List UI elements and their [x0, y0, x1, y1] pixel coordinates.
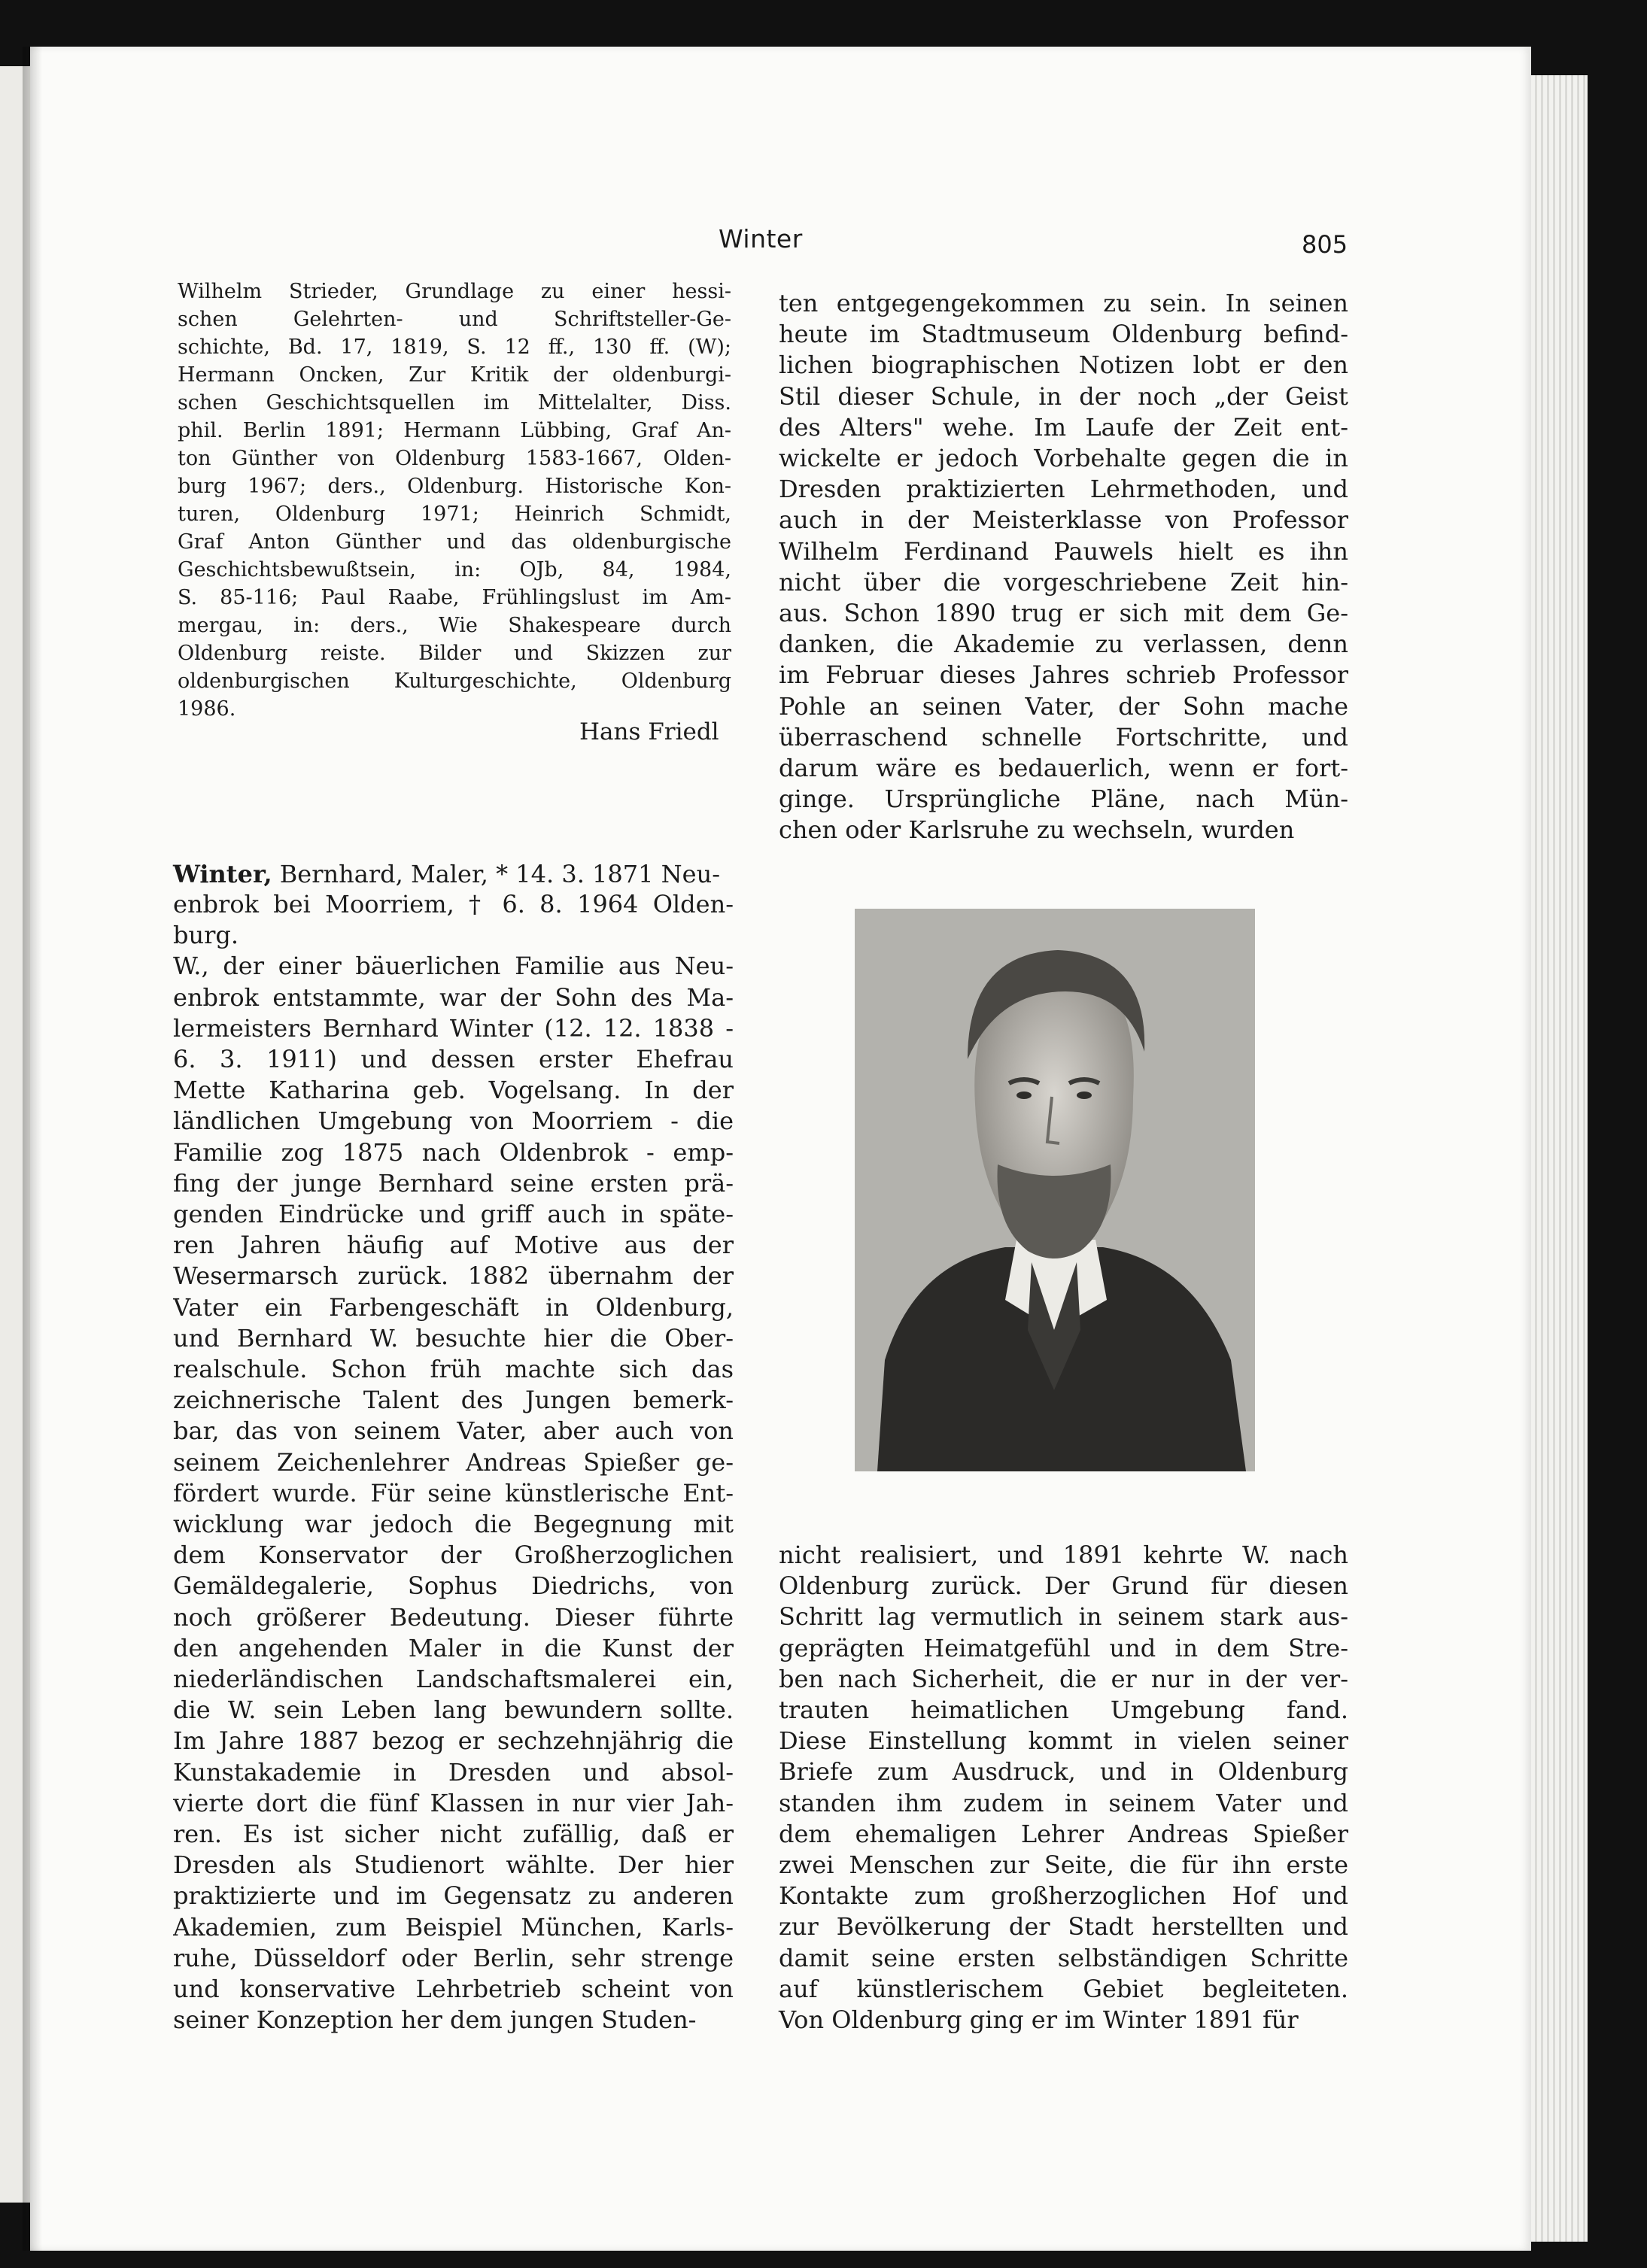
text-line: Wilhelm Strieder, Grundlage zu einer hessi-: [178, 280, 731, 303]
text-line: lichen biographischen Notizen lobt er den: [779, 351, 1348, 380]
text-line: seiner Konzeption her dem jungen Studen-: [173, 2005, 697, 2035]
page-stack-edges: [1531, 75, 1588, 2242]
text-line: nicht über die vorgeschriebene Zeit hin-: [779, 567, 1348, 597]
text-line: und konservative Lehrbetrieb scheint von: [173, 1975, 734, 2003]
text-line: Vater ein Farbengeschäft in Oldenburg,: [173, 1292, 734, 1322]
text-line: Kunstakademie in Dresden und absol-: [173, 1757, 734, 1787]
text-line: Akademien, zum Beispiel München, Karls-: [173, 1912, 734, 1942]
text-line: wickelte er jedoch Vorbehalte gegen die in: [779, 444, 1348, 472]
text-line: im Februar dieses Jahres schrieb Professor: [779, 660, 1348, 690]
text-line: Geschichtsbewußtsein, in: OJb, 84, 1984,: [178, 558, 731, 581]
text-line: fördert wurde. Für seine künstlerische Ent-: [173, 1478, 734, 1507]
text-line: schen Geschichtsquellen im Mittelalter, Diss.: [178, 391, 731, 414]
text-line: praktizierte und im Gegensatz zu anderen: [173, 1881, 734, 1911]
text-line: W., der einer bäuerlichen Familie aus Neu-: [173, 952, 734, 981]
text-line: zeichnerische Talent des Jungen bemerk-: [173, 1386, 734, 1415]
text-line: und Bernhard W. besuchte hier die Ober-: [173, 1323, 734, 1353]
text-line: ren Jahren häufig auf Motive aus der: [173, 1231, 734, 1260]
text-line: burg.: [173, 921, 239, 950]
text-line: dem Konservator der Großherzoglichen: [173, 1541, 734, 1570]
text-line: ton Günther von Oldenburg 1583-1667, Olden-: [178, 447, 731, 470]
text-line: Briefe zum Ausdruck, und in Oldenburg: [779, 1757, 1348, 1787]
text-line: Kontakte zum großherzoglichen Hof und: [779, 1881, 1348, 1911]
text-line: überraschend schnelle Fortschritte, und: [779, 722, 1348, 751]
text-line: Diese Einstellung kommt in vielen seiner: [779, 1726, 1348, 1756]
text-line: Hermann Oncken, Zur Kritik der oldenburgi-: [178, 363, 731, 387]
text-line: trauten heimatlichen Umgebung fand.: [779, 1696, 1348, 1724]
text-line: seinem Zeichenlehrer Andreas Spießer ge-: [173, 1447, 734, 1477]
text-line: schen Gelehrten- und Schriftsteller-Ge-: [178, 308, 731, 331]
text-line: auch in der Meisterklasse von Professor: [779, 506, 1348, 535]
text-line: Wesermarsch zurück. 1882 übernahm der: [173, 1262, 734, 1291]
text-line: ren. Es ist sicher nicht zufällig, daß er: [173, 1820, 734, 1848]
text-line: heute im Stadtmuseum Oldenburg befind-: [779, 320, 1348, 349]
text-line: chen oder Karlsruhe zu wechseln, wurden: [779, 815, 1295, 845]
text-line: danken, die Akademie zu verlassen, denn: [779, 630, 1348, 659]
text-line: nicht realisiert, und 1891 kehrte W. nach: [779, 1541, 1348, 1569]
text-line: zur Bevölkerung der Stadt herstellten und: [779, 1912, 1348, 1942]
text-line: darum wäre es bedauerlich, wenn er fort-: [779, 754, 1348, 782]
text-line: Graf Anton Günther und das oldenburgische: [178, 530, 731, 554]
text-line: ginge. Ursprüngliche Pläne, nach Mün-: [779, 785, 1348, 814]
text-line: damit seine ersten selbständigen Schritte: [779, 1943, 1348, 1972]
text-line: lermeisters Bernhard Winter (12. 12. 1838 -: [173, 1013, 734, 1043]
text-line: oldenburgischen Kulturgeschichte, Oldenburg: [178, 669, 731, 693]
text-line: auf künstlerischem Gebiet begleiteten.: [779, 1974, 1348, 2003]
text-line: Gemäldegalerie, Sophus Diedrichs, von: [173, 1571, 734, 1601]
text-line: phil. Berlin 1891; Hermann Lübbing, Graf An-: [178, 419, 731, 442]
text-line: Im Jahre 1887 bezog er sechzehnjährig die: [173, 1726, 734, 1756]
text-line: enbrok entstammte, war der Sohn des Ma-: [173, 982, 734, 1012]
text-line: Oldenburg zurück. Der Grund für diesen: [779, 1571, 1348, 1601]
text-line: S. 85-116; Paul Raabe, Frühlingslust im Am-: [178, 586, 731, 609]
text-line: niederländischen Landschaftsmalerei ein,: [173, 1665, 734, 1693]
text-line: dem ehemaligen Lehrer Andreas Spießer: [779, 1819, 1348, 1848]
text-line: Mette Katharina geb. Vogelsang. In der: [173, 1076, 734, 1105]
text-line: realschule. Schon früh machte sich das: [173, 1355, 734, 1383]
text-line: 1986.: [178, 697, 236, 721]
entry-headword: Winter,: [173, 860, 272, 888]
text-line: genden Eindrücke und griff auch in späte-: [173, 1200, 734, 1228]
spine-shadow: [23, 47, 42, 2251]
entry-first-line: [173, 860, 720, 888]
text-line: mergau, in: ders., Wie Shakespeare durch: [178, 614, 731, 637]
text-line: den angehenden Maler in die Kunst der: [173, 1633, 734, 1662]
text-line: Familie zog 1875 nach Oldenbrok - emp-: [173, 1137, 734, 1167]
running-head: Winter: [719, 224, 803, 254]
text-line: bar, das von seinem Vater, aber auch von: [173, 1416, 734, 1446]
text-line: turen, Oldenburg 1971; Heinrich Schmidt,: [178, 502, 731, 526]
portrait-photograph: [855, 909, 1255, 1471]
text-line: ländlichen Umgebung von Moorriem - die: [173, 1107, 734, 1136]
text-line: Dresden als Studienort wählte. Der hier: [173, 1851, 734, 1880]
text-line: Oldenburg reiste. Bilder und Skizzen zur: [178, 642, 731, 665]
text-line: geprägten Heimatgefühl und in dem Stre-: [779, 1633, 1348, 1662]
text-line: wicklung war jedoch die Begegnung mit: [173, 1510, 734, 1538]
text-line: enbrok bei Moorriem, † 6. 8. 1964 Olden-: [173, 890, 734, 918]
text-line: Schritt lag vermutlich in seinem stark aus-: [779, 1602, 1348, 1632]
text-line: burg 1967; ders., Oldenburg. Historische Kon-: [178, 475, 731, 498]
text-line: Dresden praktizierten Lehrmethoden, und: [779, 475, 1348, 504]
page-number: 805: [1302, 230, 1348, 259]
text-line: Stil dieser Schule, in der noch „der Geist: [779, 381, 1348, 411]
text-line: ruhe, Düsseldorf oder Berlin, sehr strenge: [173, 1943, 734, 1972]
text-line: standen ihm zudem in seinem Vater und: [779, 1788, 1348, 1817]
text-line: noch größerer Bedeutung. Dieser führte: [173, 1602, 734, 1632]
text-line: Pohle an seinen Vater, der Sohn mache: [779, 691, 1348, 721]
text-line: Wilhelm Ferdinand Pauwels hielt es ihn: [779, 536, 1348, 566]
text-line: aus. Schon 1890 trug er sich mit dem Ge-: [779, 599, 1348, 627]
text-line: des Alters" wehe. Im Laufe der Zeit ent-: [779, 412, 1348, 442]
text-line: vierte dort die fünf Klassen in nur vier Jah-: [173, 1788, 734, 1817]
text-line: die W. sein Leben lang bewundern sollte.: [173, 1696, 734, 1725]
entry-first-line-rest: Bernhard, Maler, * 14. 3. 1871 Neu-: [272, 860, 720, 888]
text-line: ten entgegengekommen zu sein. In seinen: [779, 289, 1348, 317]
entry-author: Hans Friedl: [579, 718, 719, 745]
text-line: schichte, Bd. 17, 1819, S. 12 ff., 130 ff. (W);: [178, 335, 731, 359]
text-line: fing der junge Bernhard seine ersten prä-: [173, 1168, 734, 1198]
text-line: ben nach Sicherheit, die er nur in der ver-: [779, 1664, 1348, 1693]
text-line: 6. 3. 1911) und dessen erster Ehefrau: [173, 1045, 734, 1073]
text-line: Von Oldenburg ging er im Winter 1891 für: [779, 2005, 1299, 2034]
text-line: zwei Menschen zur Seite, die für ihn erste: [779, 1851, 1348, 1879]
